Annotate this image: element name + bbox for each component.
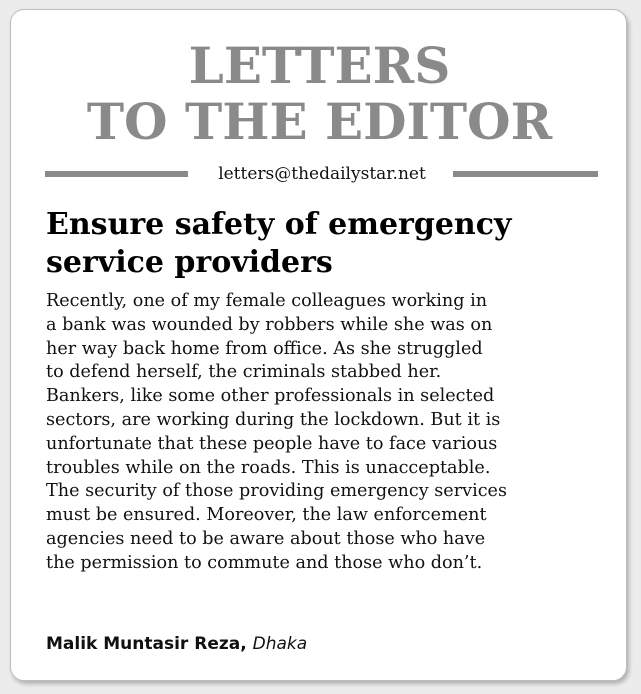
body-line: The security of those providing emergency services [46, 481, 507, 502]
headline-line-1: Ensure safety of emergency [46, 207, 512, 242]
body-line: her way back home from office. As she struggled [46, 338, 483, 359]
editor-email: letters@thedailystar.net [218, 164, 426, 184]
letter-headline [46, 206, 616, 282]
body-line: unfortunate that these people have to face various [46, 433, 498, 454]
masthead-title-line2: TO THE EDITOR [86, 92, 553, 151]
email-rule-row [45, 163, 598, 185]
divider-rule-left [45, 171, 188, 177]
body-line: Bankers, like some other professionals in selected [46, 386, 495, 407]
author-name: Malik Muntasir Reza [46, 634, 241, 654]
divider-rule-right [453, 171, 598, 177]
headline-line-2: service providers [46, 245, 333, 280]
letter-signature [46, 632, 616, 656]
letter-card [10, 9, 627, 681]
body-line: a bank was wounded by robbers while she was on [46, 314, 493, 335]
masthead-title-line1: LETTERS [188, 36, 451, 95]
body-line: must be ensured. Moreover, the law enforcement [46, 505, 487, 526]
body-line: to defend herself, the criminals stabbed her. [46, 362, 442, 383]
body-line: troubles while on the roads. This is unacceptable. [46, 457, 491, 478]
signature-separator: , [240, 634, 253, 654]
letter-body [46, 290, 616, 576]
body-line: sectors, are working during the lockdown. But it is [46, 409, 501, 430]
body-line: agencies need to be aware about those who have [46, 528, 486, 549]
body-line: the permission to commute and those who don’t. [46, 552, 483, 573]
body-line: Recently, one of my female colleagues working in [46, 291, 488, 311]
author-location: Dhaka [252, 634, 308, 654]
